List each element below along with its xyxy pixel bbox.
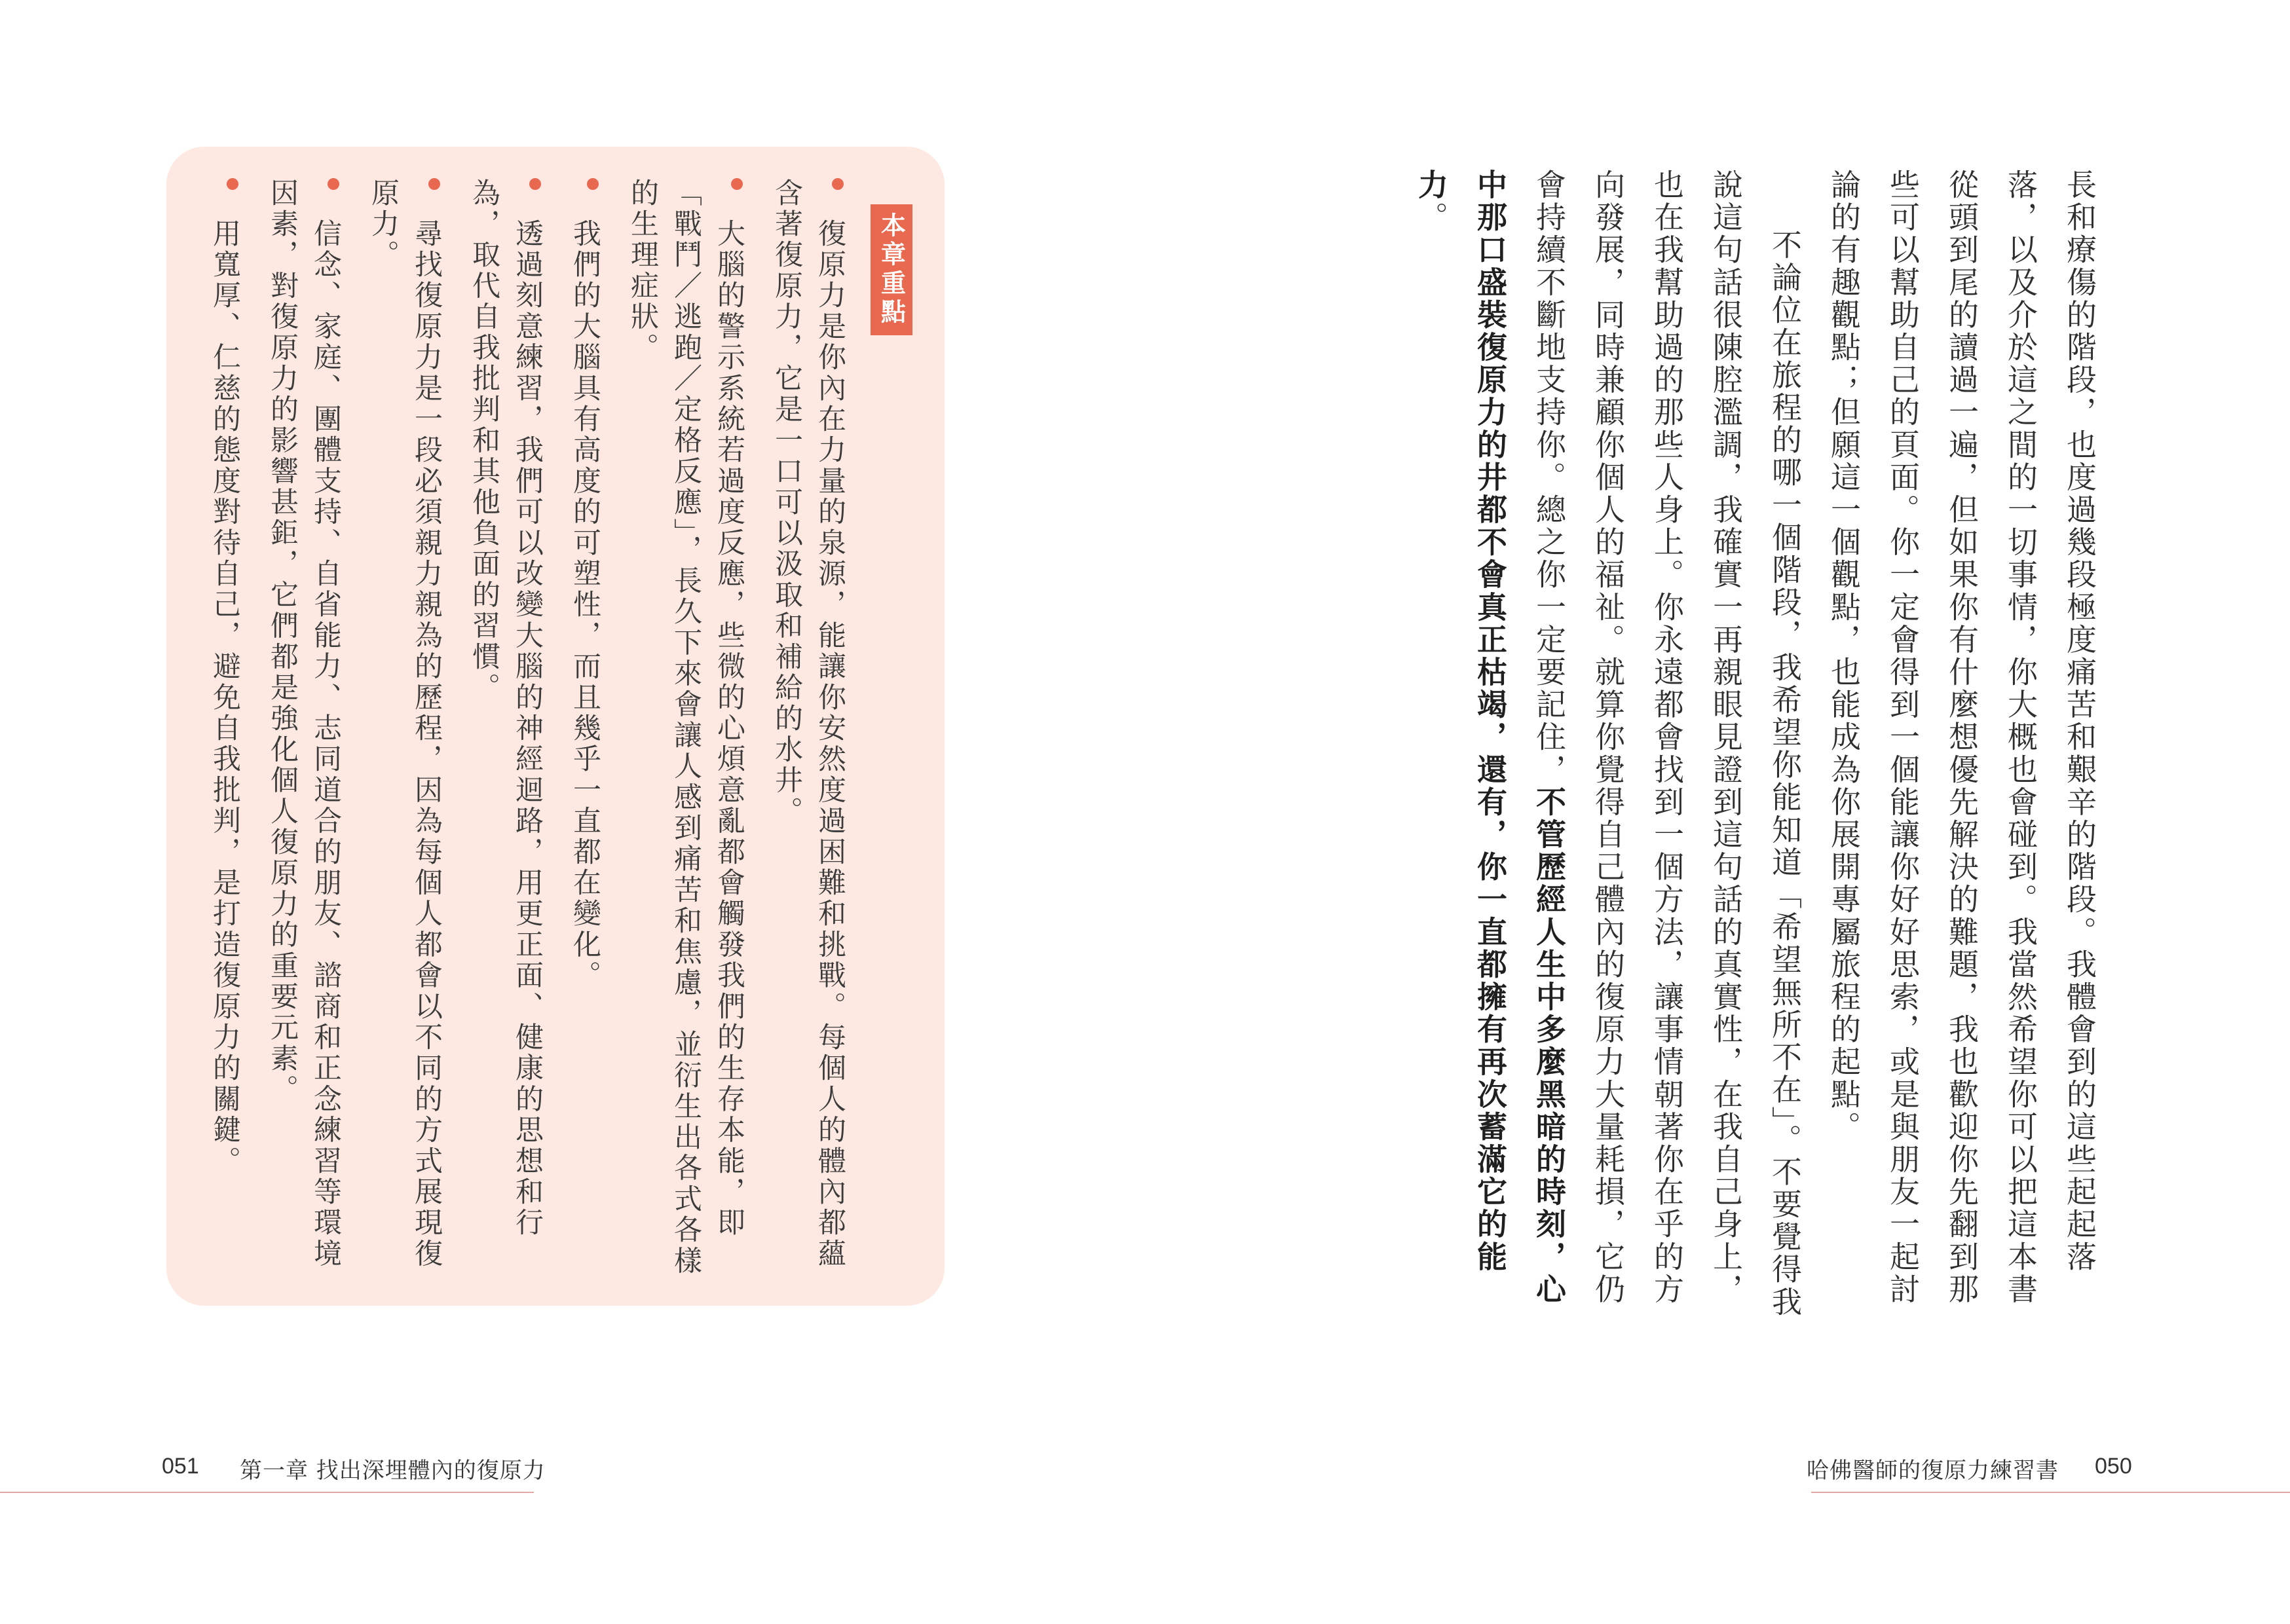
body-text (1362, 169, 2109, 1321)
summary-bullet: 大腦的警示系統若過度反應，些微的心煩意亂都會觸發我們的生存本能，即「戰鬥／逃跑／定格反應」，長久下來會讓人感到痛苦和焦慮，並衍生出各式各樣的生理症狀。 (621, 178, 751, 1291)
summary-bullet: 透過刻意練習，我們可以改變大腦的神經迴路，用更正面、健康的思想和行為，取代自我批判和其他負面的習慣。 (462, 178, 549, 1291)
left-running-title: 第一章 找出深埋體內的復原力 (240, 1458, 546, 1484)
body-paragraph-end: 。 (1414, 201, 1449, 234)
left-footer-rule (0, 1492, 534, 1493)
body-paragraph: 長和療傷的階段，也度過幾段極度痛苦和艱辛的階段。我體會到的這些起起落落，以及介於這之間的一切事情，你大概也會碰到。我當然希望你可以把這本書從頭到尾的讀過一遍，但如果你有什麼想優先解決的難題，我也歡迎你先翻到那些可以幫助自己的頁面。你一定會得到一個能讓你好好思索，或是與朋友一起討論的有趣觀點；但願這一個觀點，也能成為你展開專屬旅程的起點。 (1826, 169, 2097, 1306)
right-footer-rule (1811, 1492, 2290, 1493)
summary-bullet: 信念、家庭、團體支持、自省能力、志同道合的朋友、諮商和正念練習等環境因素，對復原力的影響甚鉅，它們都是強化個人復原力的重要元素。 (261, 178, 347, 1291)
right-page-number: 050 (2095, 1454, 2132, 1479)
body-paragraph (1402, 169, 1814, 1321)
summary-bullet: 我們的大腦具有高度的可塑性，而且幾乎一直都在變化。 (563, 178, 607, 1291)
summary-bullet: 尋找復原力是一段必須親力親為的歷程，因為每個人都會以不同的方式展現復原力。 (362, 178, 448, 1291)
body-paragraph-text: 不論位在旅程的哪一個階段，我希望你能知道「希望無所不在」。不要覺得我說這句話很陳腔濫調，我確實一再親眼見證到這句話的真實性，在我自己身上，也在我幫助過的那些人身上。你永遠都會找到一個方法，讓事情朝著你在乎的方向發展，同時兼顧你個人的福祉。就算你覺得自己體內的復原力大量耗損，它仍會持續不斷地支持你。總之你一定要記住， (1531, 169, 1803, 1319)
right-running-title: 哈佛醫師的復原力練習書 (1807, 1458, 2059, 1484)
chapter-summary-tag: 本章重點 (871, 204, 912, 335)
summary-bullet: 復原力是你內在力量的泉源，能讓你安然度過困難和挑戰。每個人的體內都蘊含著復原力，它是一口可以汲取和補給的水井。 (765, 178, 852, 1291)
left-page-number: 051 (162, 1454, 199, 1479)
summary-bullet-list (197, 178, 852, 1291)
summary-bullet: 用寬厚、仁慈的態度對待自己，避免自我批判，是打造復原力的關鍵。 (203, 178, 246, 1291)
body-paragraph-emphasis: 不管歷經人生中多麼黑暗的時刻，心中那口盛裝復原力的井都不會真正枯竭，還有，你一直都擁有再次蓄滿它的能力 (1414, 169, 1567, 1306)
